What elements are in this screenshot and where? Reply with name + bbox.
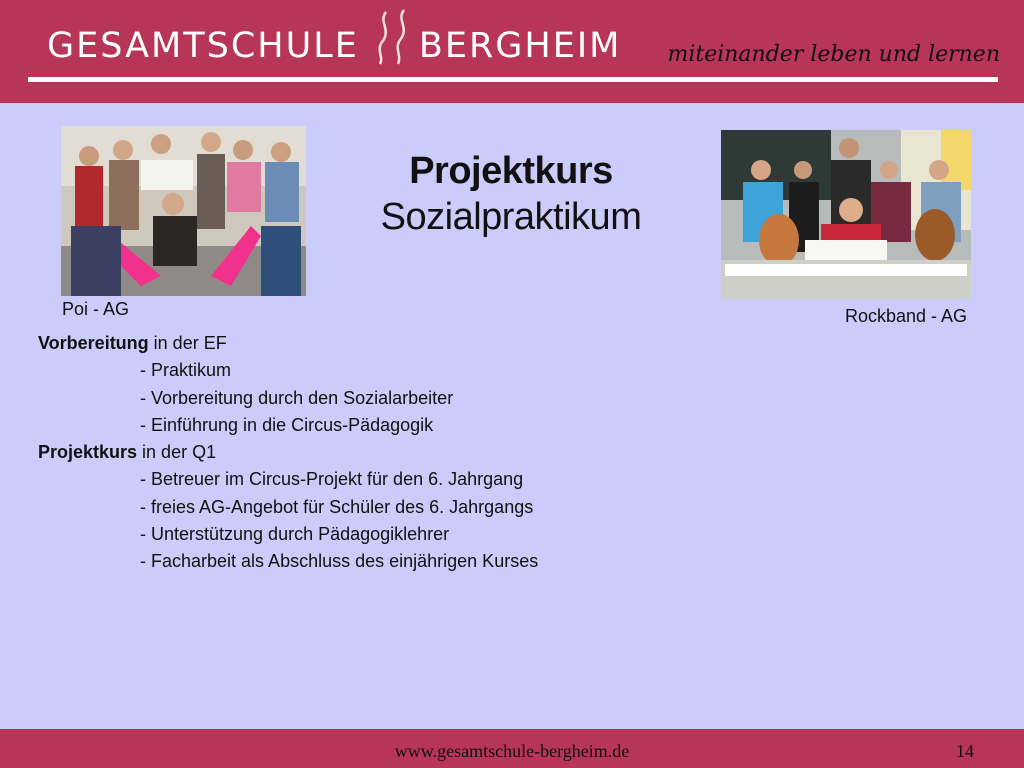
list-item: - Betreuer im Circus-Projekt für den 6. Jahrgang bbox=[140, 469, 524, 490]
section-heading-bold: Projektkurs bbox=[38, 442, 138, 463]
school-name bbox=[47, 26, 621, 66]
rockband-ag-photo bbox=[721, 130, 971, 299]
header-bar bbox=[0, 0, 1024, 103]
title-main: Projektkurs bbox=[409, 150, 613, 192]
list-item: - Vorbereitung durch den Sozialarbeiter bbox=[140, 387, 454, 408]
poi-ag-photo bbox=[61, 126, 306, 296]
poi-ag-photo-image bbox=[61, 126, 306, 296]
school-name-part1: GESAMTSCHULE bbox=[47, 26, 359, 66]
title-subtitle: Sozialpraktikum bbox=[380, 196, 642, 238]
list-item: - Praktikum bbox=[140, 360, 232, 381]
poi-ag-caption: Poi - AG bbox=[62, 299, 130, 319]
section-projektkurs-heading bbox=[38, 439, 738, 466]
section-heading-suffix: in der Q1 bbox=[137, 442, 217, 463]
double-quote-flourish-icon bbox=[372, 8, 418, 66]
footer-bar bbox=[0, 729, 1024, 768]
section-vorbereitung-heading bbox=[38, 330, 738, 357]
website-url: www.gesamtschule-bergheim.de bbox=[394, 741, 630, 761]
school-name-part2: BERGHEIM bbox=[418, 26, 622, 66]
header-divider bbox=[28, 77, 998, 82]
section-heading-bold: Vorbereitung bbox=[38, 333, 149, 353]
school-motto: miteinander leben und lernen bbox=[667, 42, 1000, 67]
list-item: - Einführung in die Circus-Pädagogik bbox=[140, 414, 434, 435]
list-item: - Unterstützung durch Pädagogiklehrer bbox=[140, 524, 450, 545]
section-heading-suffix: in der EF bbox=[148, 333, 227, 353]
slide-body bbox=[38, 330, 738, 576]
rockband-ag-photo-image bbox=[721, 130, 971, 299]
list-item: - freies AG-Angebot für Schüler des 6. Jahrgangs bbox=[140, 496, 534, 517]
rockband-ag-caption: Rockband - AG bbox=[845, 306, 968, 326]
page-number: 14 bbox=[956, 741, 974, 761]
slide-title bbox=[330, 148, 692, 240]
list-item: - Facharbeit als Abschluss des einjährigen Kurses bbox=[140, 551, 539, 572]
